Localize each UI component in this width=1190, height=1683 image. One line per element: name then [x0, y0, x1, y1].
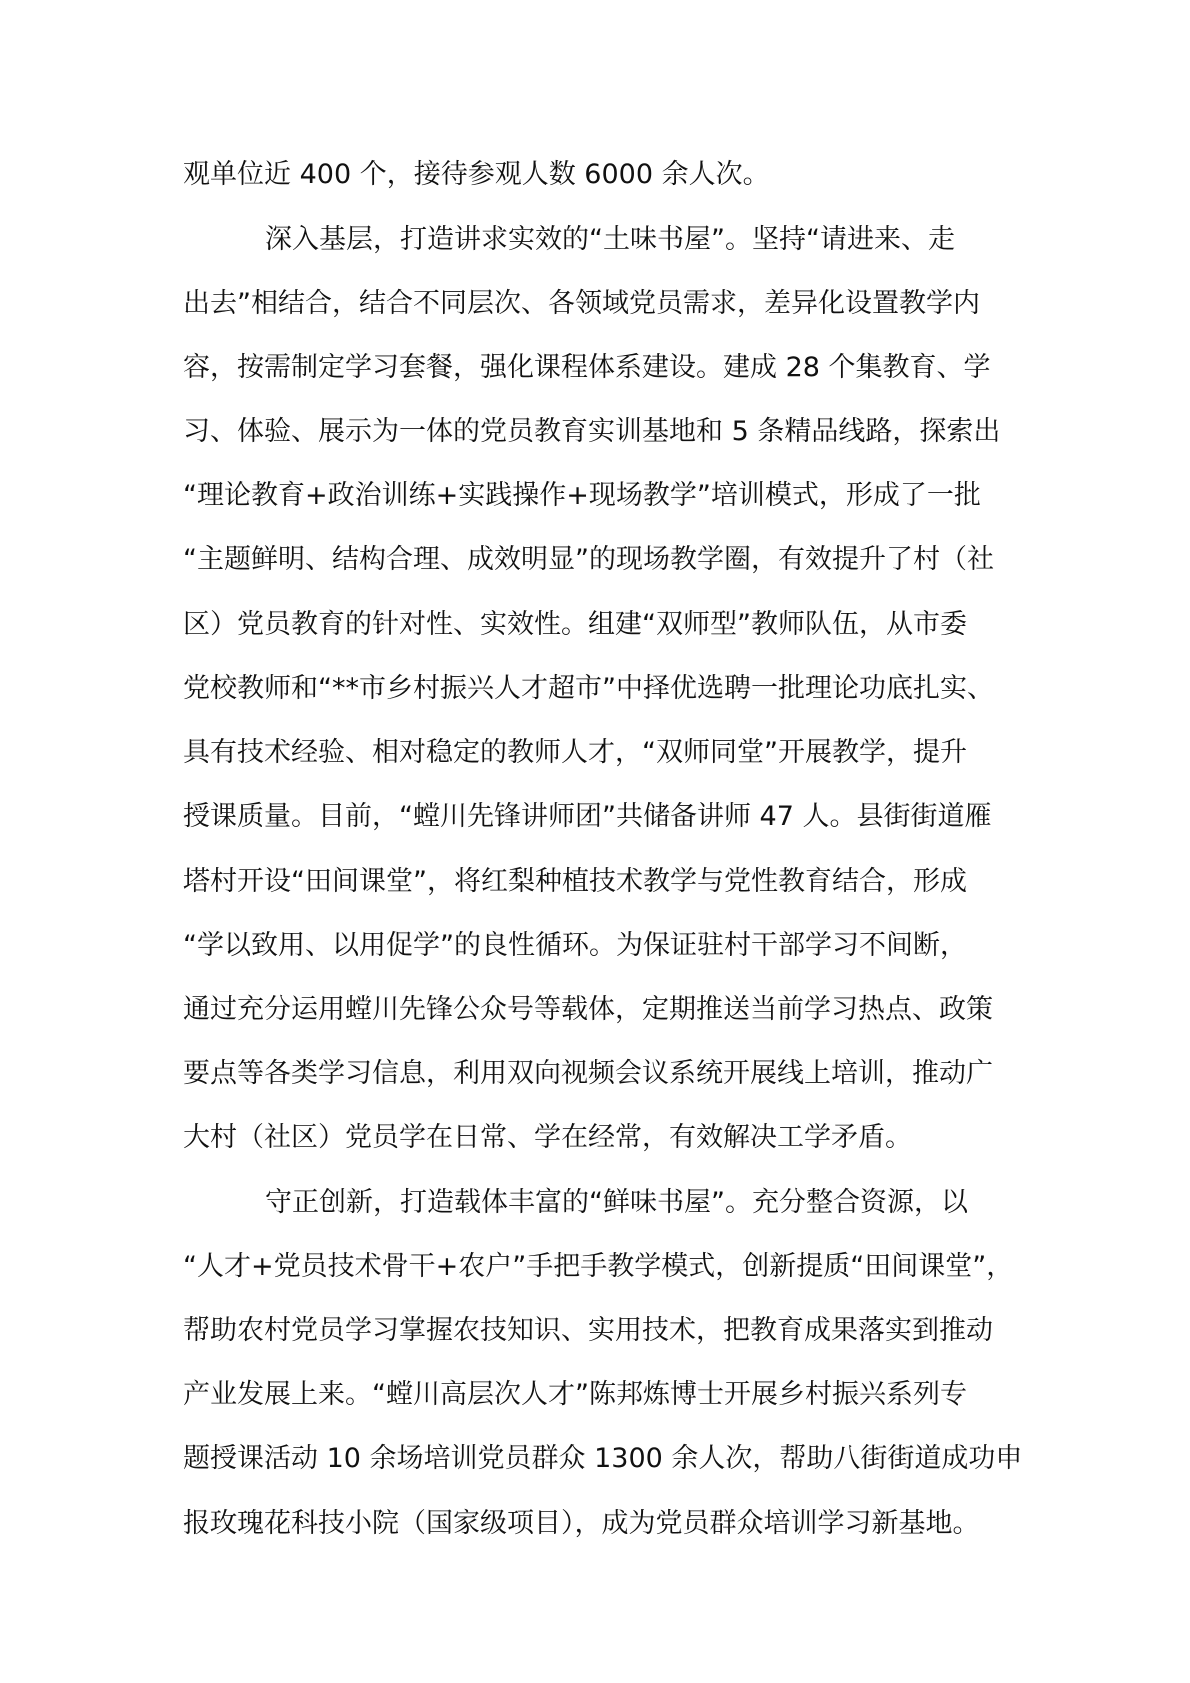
paragraph-line: 报玫瑰花科技小院（国家级项目），成为党员群众培训学习新基地。 [183, 1508, 980, 1539]
paragraph-line: “理论教育+政治训练+实践操作+现场教学”培训模式，形成了一批 [183, 480, 981, 511]
paragraph-line: 要点等各类学习信息，利用双向视频会议系统开展线上培训，推动广 [183, 1058, 993, 1089]
paragraph-line: 深入基层，打造讲求实效的“土味书屋”。坚持“请进来、走 [265, 224, 955, 255]
paragraph-line: “主题鲜明、结构合理、成效明显”的现场教学圈，有效提升了村（社 [183, 544, 994, 575]
paragraph-line: 题授课活动 10 余场培训党员群众 1300 余人次，帮助八街街道成功申 [183, 1443, 1023, 1474]
paragraph-line: 出去”相结合，结合不同层次、各领域党员需求，差异化设置教学内 [183, 288, 980, 319]
paragraph-line: 塔村开设“田间课堂”，将红梨种植技术教学与党性教育结合，形成 [183, 866, 967, 897]
paragraph-line: “人才+党员技术骨干+农户”手把手教学模式，创新提质“田间课堂”， [183, 1251, 1014, 1282]
paragraph-line: “学以致用、以用促学”的良性循环。为保证驻村干部学习不间断， [183, 930, 967, 961]
paragraph-line: 观单位近 400 个，接待参观人数 6000 余人次。 [183, 159, 770, 190]
paragraph-line: 容，按需制定学习套餐，强化课程体系建设。建成 28 个集教育、学 [183, 352, 991, 383]
paragraph-line: 大村（社区）党员学在日常、学在经常，有效解决工学矛盾。 [183, 1122, 912, 1153]
paragraph-line: 帮助农村党员学习掌握农技知识、实用技术，把教育成果落实到推动 [183, 1315, 993, 1346]
paragraph-line: 具有技术经验、相对稳定的教师人才，“双师同堂”开展教学，提升 [183, 737, 967, 768]
paragraph-line: 通过充分运用螳川先锋公众号等载体，定期推送当前学习热点、政策 [183, 994, 993, 1025]
paragraph-line: 守正创新，打造载体丰富的“鲜味书屋”。充分整合资源，以 [265, 1187, 968, 1218]
paragraph-line: 产业发展上来。“螳川高层次人才”陈邦炼博士开展乡村振兴系列专 [183, 1379, 967, 1410]
paragraph-line: 授课质量。目前，“螳川先锋讲师团”共储备讲师 47 人。县街街道雁 [183, 801, 992, 832]
paragraph-line: 区）党员教育的针对性、实效性。组建“双师型”教师队伍，从市委 [183, 609, 967, 640]
paragraph-line: 习、体验、展示为一体的党员教育实训基地和 5 条精品线路，探索出 [183, 416, 1001, 447]
paragraph-line: 党校教师和“**市乡村振兴人才超市”中择优选聘一批理论功底扎实、 [183, 673, 994, 704]
